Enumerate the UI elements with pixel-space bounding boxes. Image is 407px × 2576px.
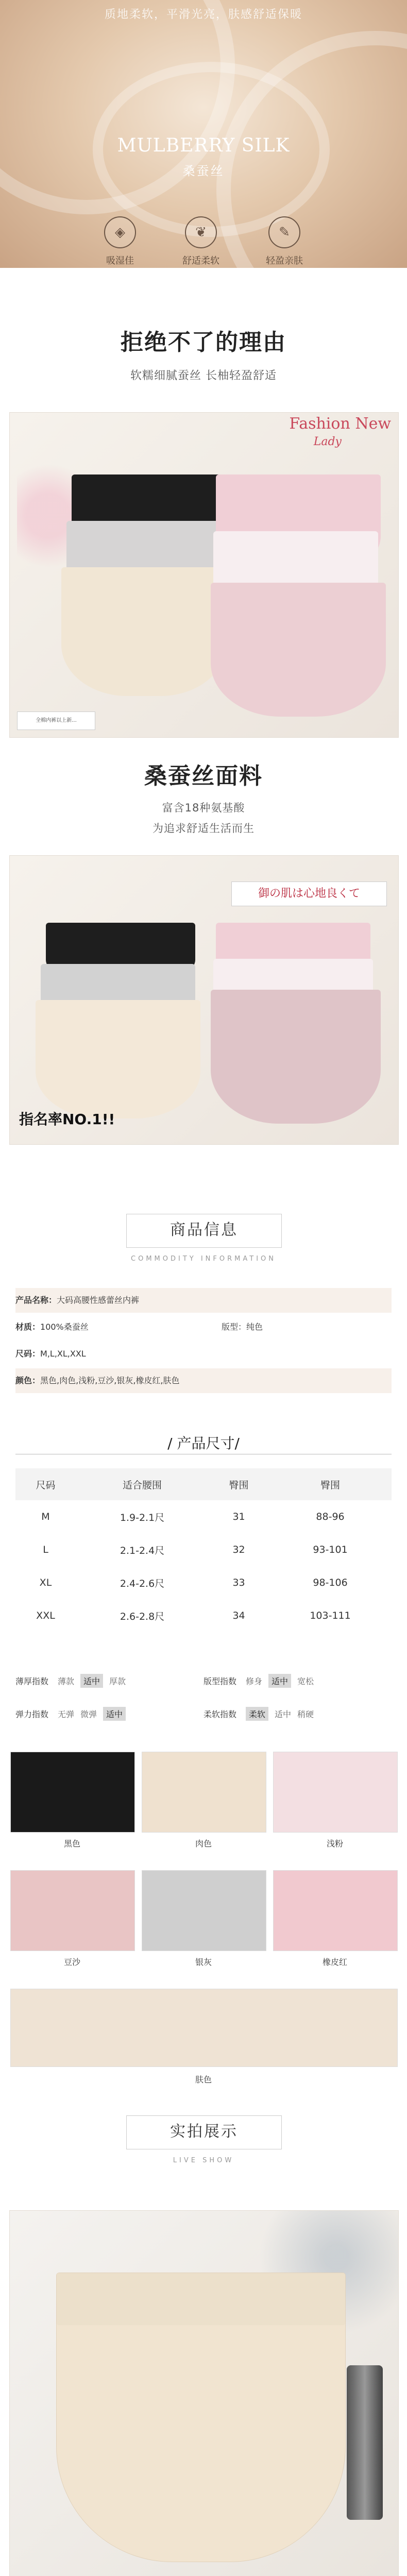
hip-cell: 33	[232, 1577, 245, 1588]
swatch-label: 肤色	[195, 2075, 212, 2084]
hip-cell: 32	[232, 1544, 245, 1555]
leaf-icon: ❦	[185, 216, 217, 248]
info-heading: 商品信息	[126, 1214, 282, 1248]
info-row-name	[15, 1288, 392, 1313]
fabric-line-2: 为追求舒适生活而生	[152, 822, 255, 835]
index-option: 薄款	[58, 1676, 75, 1686]
brief-nude	[61, 567, 226, 696]
hero-banner	[0, 0, 407, 268]
size-cell: XXL	[36, 1610, 55, 1621]
info-value: 100%桑蚕丝	[40, 1322, 89, 1332]
swatch-bean-paste	[10, 1870, 135, 1951]
hip-cell: 31	[232, 1511, 245, 1522]
feature-label: 舒适柔软	[182, 256, 219, 266]
fashion-label: Fashion New	[289, 415, 391, 433]
info-label: 产品名称：	[15, 1295, 57, 1305]
swatch-label: 豆沙	[63, 1957, 80, 1967]
index-row-2	[15, 1702, 392, 1725]
reasons-subtitle: 软糯细腻蚕丝 长柚轻盈舒适	[130, 369, 277, 382]
size-cell: M	[41, 1511, 50, 1522]
swatch-rubber-red	[273, 1870, 398, 1951]
waist-cell: 2.6-2.8尺	[120, 1611, 165, 1622]
info-row-color	[15, 1368, 392, 1393]
index-option-selected: 适中	[268, 1674, 291, 1688]
hip-range-cell: 103-111	[310, 1610, 351, 1621]
brief-rose	[211, 583, 386, 717]
swatch-label: 黑色	[63, 1839, 80, 1849]
size-header-cell: 尺码	[15, 1468, 76, 1500]
size-header-cell: 臀围	[269, 1468, 392, 1500]
feature-light	[266, 216, 303, 267]
index-option: 稍硬	[297, 1709, 314, 1719]
swatch-black	[10, 1752, 135, 1833]
size-cell: L	[43, 1544, 48, 1555]
size-cell: XL	[39, 1577, 52, 1588]
index-option: 无弹	[58, 1709, 75, 1719]
waist-cell: 2.1-2.4尺	[120, 1545, 165, 1556]
waist-cell: 2.4-2.6尺	[120, 1578, 165, 1589]
spray-bottle	[347, 2365, 383, 2520]
index-label: 弹力指数	[15, 1709, 49, 1719]
brief-nude-closeup	[56, 2273, 346, 2562]
waist-cell: 1.9-2.1尺	[120, 1512, 165, 1523]
feature-label: 轻盈亲肤	[266, 256, 303, 266]
brief-nude	[36, 1000, 200, 1118]
info-label: 尺码：	[15, 1349, 41, 1359]
rank-badge: 指名率NO.1!!	[19, 1111, 115, 1128]
swatch-label: 浅粉	[326, 1839, 343, 1849]
index-option-selected: 适中	[80, 1674, 103, 1688]
feather-icon: ✎	[268, 216, 300, 248]
index-option-selected: 柔软	[246, 1707, 268, 1721]
swatch-skin	[10, 1989, 398, 2067]
hero-tagline: 质地柔软，平滑光亮，肤感舒适保暖	[104, 8, 302, 21]
swatch-nude	[142, 1752, 266, 1833]
fabric-title: 桑蚕丝面料	[144, 763, 263, 789]
index-option-selected: 适中	[103, 1707, 126, 1721]
table-row	[15, 1566, 392, 1599]
thickness-index	[15, 1674, 204, 1688]
caption-card: 全棉内裤以上新...	[17, 711, 95, 730]
feature-soft	[182, 216, 219, 267]
water-drop-icon: ◈	[104, 216, 136, 248]
brief-rose	[211, 990, 381, 1124]
hip-range-cell: 98-106	[313, 1577, 348, 1588]
index-option: 修身	[246, 1676, 263, 1686]
size-heading: / 产品尺寸/	[167, 1435, 240, 1452]
info-value: 纯色	[246, 1322, 263, 1332]
index-label: 柔软指数	[204, 1709, 237, 1719]
info-label: 颜色：	[15, 1376, 41, 1385]
size-table-header	[15, 1468, 392, 1500]
info-value: 黑色,肉色,浅粉,豆沙,银灰,橡皮红,肤色	[40, 1376, 180, 1385]
info-style	[222, 1315, 263, 1340]
live-photo-nude	[9, 2210, 399, 2576]
size-header-cell: 适合腰围	[76, 1468, 209, 1500]
info-label: 版型：	[222, 1322, 247, 1332]
product-photo-2	[9, 855, 399, 1145]
soft-index	[204, 1707, 392, 1721]
index-option: 宽松	[297, 1676, 314, 1686]
lady-label: Lady	[313, 435, 342, 448]
feature-moisture	[104, 216, 136, 267]
reasons-title: 拒绝不了的理由	[121, 329, 286, 355]
info-heading-en: COMMODITY INFORMATION	[131, 1255, 276, 1263]
japanese-note: 御の肌は心地良くて	[231, 882, 387, 906]
hip-range-cell: 88-96	[316, 1511, 345, 1522]
index-option: 适中	[275, 1709, 292, 1719]
info-row-size	[15, 1342, 392, 1366]
live-heading: 实拍展示	[126, 2115, 282, 2149]
index-label: 薄厚指数	[15, 1676, 49, 1686]
table-row	[15, 1533, 392, 1566]
info-value: M,L,XL,XXL	[40, 1349, 86, 1359]
size-header-cell: 臀围	[209, 1468, 269, 1500]
feature-list	[0, 216, 407, 267]
swatch-light-pink	[273, 1752, 398, 1833]
table-row	[15, 1599, 392, 1632]
feature-label: 吸湿佳	[106, 256, 134, 266]
swatch-label: 银灰	[195, 1957, 212, 1967]
info-label: 材质：	[15, 1322, 41, 1332]
swatch-label: 橡皮红	[322, 1957, 347, 1967]
swatch-label: 肉色	[195, 1839, 212, 1849]
waistband	[57, 2273, 345, 2325]
index-label: 版型指数	[204, 1676, 237, 1686]
fabric-line-1: 富含18种氨基酸	[162, 802, 245, 814]
size-table	[15, 1468, 392, 1632]
index-option: 微弹	[80, 1709, 97, 1719]
live-heading-en: LIVE SHOW	[173, 2157, 234, 2164]
info-value: 大码高腰性感蕾丝内裤	[57, 1295, 140, 1305]
elastic-index	[15, 1707, 204, 1721]
info-row-material	[15, 1315, 392, 1340]
index-row-1	[15, 1669, 392, 1692]
hip-cell: 34	[232, 1610, 245, 1621]
fit-index	[204, 1674, 392, 1688]
index-option: 厚款	[109, 1676, 126, 1686]
table-row	[15, 1500, 392, 1533]
product-photo-1	[9, 412, 399, 738]
brand-name-en: MULBERRY SILK	[117, 135, 290, 156]
hip-range-cell: 93-101	[313, 1544, 348, 1555]
brand-name-cn: 桑蚕丝	[182, 164, 225, 178]
swatch-silver-grey	[142, 1870, 266, 1951]
